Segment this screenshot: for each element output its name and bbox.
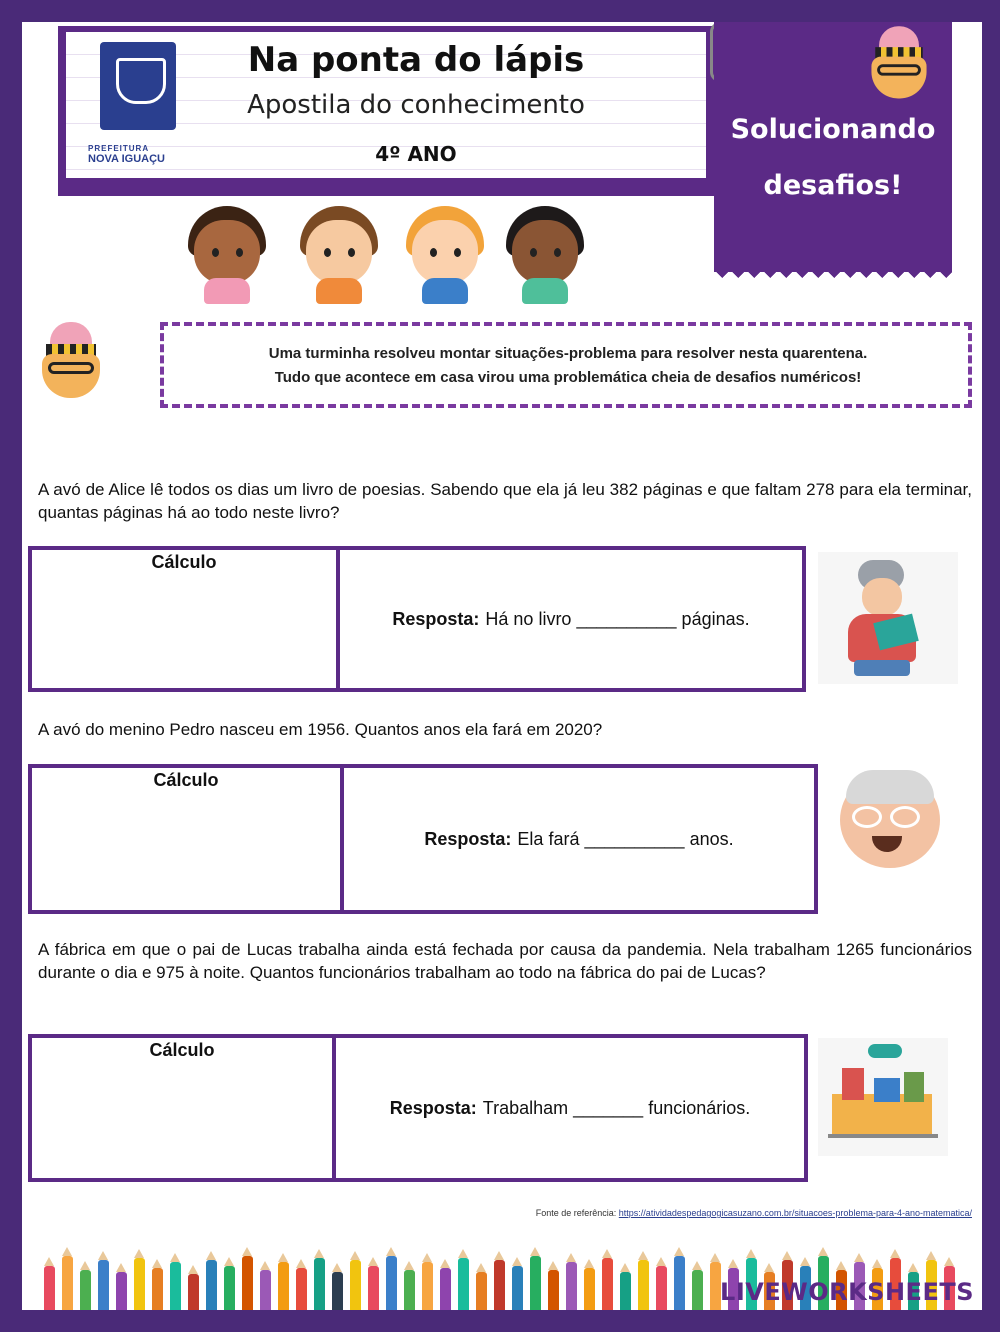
children-illustration bbox=[184, 206, 604, 306]
header-panel bbox=[66, 32, 706, 178]
grandma-face-icon bbox=[832, 766, 950, 874]
logo-text-line2: NOVA IGUAÇU bbox=[88, 153, 165, 165]
worksheet-title: Na ponta do lápis bbox=[247, 40, 585, 80]
girl-with-braids-avatar-icon bbox=[502, 206, 588, 306]
problem-1-question: A avó de Alice lê todos os dias um livro de poesias. Sabendo que ela já leu 382 páginas e que faltam 278 para ela terminar, quantas páginas há ao todo neste livro? bbox=[38, 480, 972, 522]
problem-3-question: A fábrica em que o pai de Lucas trabalha ainda está fechada por causa da pandemia. Nela trabalham 1265 funcionários durante o dia e 975 à noite. Quantos funcionários trabalham ao todo na fábrica do pai de Lucas? bbox=[38, 940, 972, 982]
liveworksheets-watermark: LIVEWORKSHEETS bbox=[720, 1278, 974, 1306]
blond-boy-avatar-icon bbox=[402, 206, 488, 306]
boy-avatar-icon bbox=[296, 206, 382, 306]
pencil-mascot-icon bbox=[36, 322, 106, 412]
factory-icon bbox=[818, 1038, 948, 1156]
answer-label: Resposta: bbox=[392, 608, 480, 629]
pencil-mascot-icon bbox=[866, 26, 933, 112]
source-link[interactable]: https://atividadespedagogicasuzano.com.br/situacoes-problema-para-4-ano-matematica/ bbox=[618, 1208, 972, 1218]
intro-text bbox=[164, 342, 972, 390]
problem-1-calc-area[interactable] bbox=[32, 550, 340, 688]
problem-2-answer-box bbox=[28, 764, 818, 914]
intro-line-2: Tudo que acontece em casa virou uma problemática cheia de desafios numéricos! bbox=[274, 369, 862, 386]
source-reference bbox=[536, 1208, 972, 1218]
intro-line-1: Uma turminha resolveu montar situações-problema para resolver nesta quarentena. bbox=[268, 345, 868, 362]
problem-2-question: A avó do menino Pedro nasceu em 1956. Quantos anos ela fará em 2020? bbox=[38, 720, 603, 739]
banner-text-line2: desafios! bbox=[763, 170, 903, 201]
logo-text-line1: PREFEITURA bbox=[88, 144, 150, 153]
intro-speech-bubble bbox=[160, 322, 972, 408]
banner-text-line1: Solucionando bbox=[730, 114, 936, 145]
calc-label: Cálculo bbox=[153, 770, 219, 790]
problem-2-answer bbox=[344, 768, 814, 910]
answer-label: Resposta: bbox=[389, 1097, 477, 1118]
grandma-reading-icon bbox=[818, 552, 958, 684]
problem-1-answer-box bbox=[28, 546, 806, 692]
worksheet-page bbox=[22, 22, 982, 1310]
worksheet-subtitle: Apostila do conhecimento bbox=[247, 90, 585, 120]
problem-3-answer bbox=[336, 1038, 804, 1178]
problem-1-answer-blank[interactable]: Há no livro __________ páginas. bbox=[485, 608, 750, 629]
problem-1-answer bbox=[340, 550, 802, 688]
problem-3-answer-blank[interactable]: Trabalham _______ funcionários. bbox=[482, 1097, 751, 1118]
grade-label: 4º ANO bbox=[375, 142, 457, 166]
calc-label: Cálculo bbox=[151, 552, 217, 572]
city-logo bbox=[100, 42, 176, 130]
problem-3-answer-box bbox=[28, 1034, 808, 1182]
problem-2-calc-area[interactable] bbox=[32, 768, 344, 910]
source-label: Fonte de referência: bbox=[535, 1208, 617, 1218]
calc-label: Cálculo bbox=[149, 1040, 215, 1060]
girl-avatar-icon bbox=[184, 206, 270, 306]
challenge-banner bbox=[714, 22, 952, 272]
problem-3-calc-area[interactable] bbox=[32, 1038, 336, 1178]
answer-label: Resposta: bbox=[424, 828, 512, 849]
problem-2-answer-blank[interactable]: Ela fará __________ anos. bbox=[517, 828, 734, 849]
